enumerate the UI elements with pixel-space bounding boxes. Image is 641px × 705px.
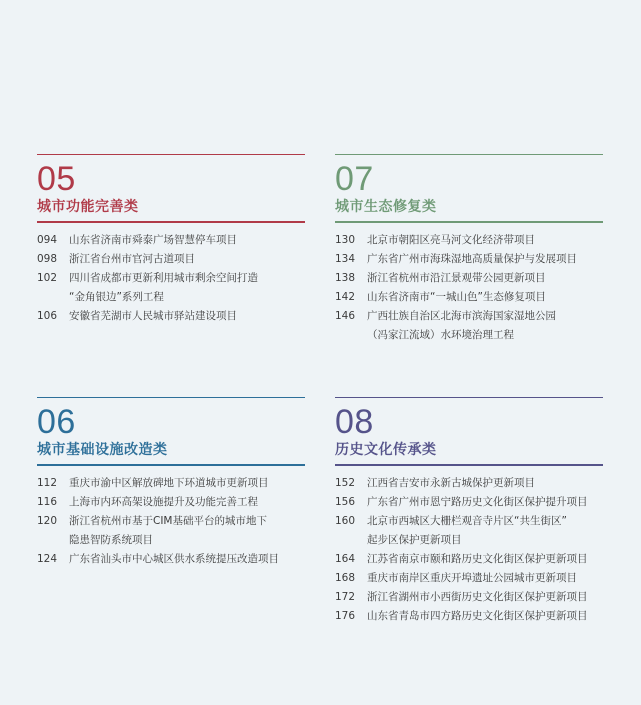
project-title (367, 288, 603, 307)
project-title-line: 山东省济南市舜泰广场智慧停车项目 (69, 234, 237, 246)
list-item (335, 474, 603, 493)
project-title-line: 山东省济南市“一城山色”生态修复项目 (367, 291, 546, 303)
list-item (37, 250, 305, 269)
section-number: 05 (37, 160, 76, 198)
project-title (69, 269, 305, 307)
list-item (335, 512, 603, 550)
section-top-rule (335, 397, 603, 398)
section-06 (37, 397, 305, 569)
project-title (69, 493, 305, 512)
page-number: 098 (37, 253, 58, 265)
list-item (335, 288, 603, 307)
page-number: 134 (335, 253, 356, 265)
section-number: 07 (335, 160, 374, 198)
section-top-rule (37, 154, 305, 155)
project-title (367, 474, 603, 493)
list-item (335, 493, 603, 512)
project-title-line: 江苏省南京市颐和路历史文化街区保护更新项目 (367, 553, 588, 565)
project-title-line: 广东省广州市恩宁路历史文化街区保护提升项目 (367, 496, 588, 508)
list-item (335, 550, 603, 569)
project-title-line: 北京市朝阳区亮马河文化经济带项目 (367, 234, 535, 246)
list-item (37, 474, 305, 493)
list-item (37, 269, 305, 307)
page-number: 112 (37, 477, 58, 489)
list-item (37, 493, 305, 512)
section-title: 历史文化传承类 (335, 442, 437, 458)
project-title (69, 512, 305, 550)
page-number: 152 (335, 477, 356, 489)
list-item (335, 231, 603, 250)
project-title-line: 浙江省杭州市基于CIM基础平台的城市地下 (69, 515, 267, 527)
page-number: 146 (335, 310, 356, 322)
section-top-rule (335, 154, 603, 155)
project-title (367, 550, 603, 569)
section-number: 08 (335, 403, 374, 441)
section-item-list (335, 474, 603, 626)
section-bottom-rule (335, 464, 603, 466)
project-title-line: 起步区保护更新项目 (367, 534, 462, 546)
section-item-list (37, 474, 305, 569)
project-title (69, 307, 305, 326)
project-title (367, 607, 603, 626)
project-title-line: 浙江省湖州市小西街历史文化街区保护更新项目 (367, 591, 588, 603)
page-number: 160 (335, 515, 356, 527)
list-item (335, 569, 603, 588)
project-title-line: 隐患智防系统项目 (69, 534, 153, 546)
section-item-list (335, 231, 603, 345)
project-title (367, 250, 603, 269)
project-title-line: 重庆市南岸区重庆开埠遗址公园城市更新项目 (367, 572, 577, 584)
project-title-line: 安徽省芜湖市人民城市驿站建设项目 (69, 310, 237, 322)
list-item (37, 307, 305, 326)
project-title-line: 北京市西城区大栅栏观音寺片区“共生街区” (367, 515, 567, 527)
section-07 (335, 154, 603, 345)
page-number: 094 (37, 234, 58, 246)
project-title (69, 250, 305, 269)
project-title-line: 广东省汕头市中心城区供水系统提压改造项目 (69, 553, 279, 565)
list-item (335, 588, 603, 607)
list-item (335, 607, 603, 626)
project-title (367, 307, 603, 345)
project-title-line: 重庆市渝中区解放碑地下环道城市更新项目 (69, 477, 269, 489)
project-title (69, 550, 305, 569)
project-title (367, 269, 603, 288)
project-title (367, 569, 603, 588)
project-title-line: 江西省吉安市永新古城保护更新项目 (367, 477, 535, 489)
list-item (335, 269, 603, 288)
section-title: 城市生态修复类 (335, 199, 437, 215)
section-title: 城市基础设施改造类 (37, 442, 168, 458)
page-number: 120 (37, 515, 58, 527)
project-title (367, 231, 603, 250)
page-number: 164 (335, 553, 356, 565)
page-number: 156 (335, 496, 356, 508)
project-title-line: 广西壮族自治区北海市滨海国家湿地公园 (367, 310, 556, 322)
section-top-rule (37, 397, 305, 398)
section-bottom-rule (37, 464, 305, 466)
section-08 (335, 397, 603, 626)
list-item (335, 307, 603, 345)
page-number: 138 (335, 272, 356, 284)
list-item (37, 512, 305, 550)
project-title-line: 浙江省杭州市沿江景观带公园更新项目 (367, 272, 546, 284)
project-title (367, 588, 603, 607)
section-item-list (37, 231, 305, 326)
page-number: 106 (37, 310, 58, 322)
list-item (335, 250, 603, 269)
project-title (367, 493, 603, 512)
page-number: 172 (335, 591, 356, 603)
project-title-line: 四川省成都市更新利用城市剩余空间打造 (69, 272, 258, 284)
project-title (69, 231, 305, 250)
page-number: 168 (335, 572, 356, 584)
page-number: 124 (37, 553, 58, 565)
section-bottom-rule (335, 221, 603, 223)
section-title: 城市功能完善类 (37, 199, 139, 215)
page-number: 116 (37, 496, 58, 508)
list-item (37, 550, 305, 569)
project-title-line: “金角银边”系列工程 (69, 291, 164, 303)
section-number: 06 (37, 403, 76, 441)
section-05 (37, 154, 305, 326)
page-number: 130 (335, 234, 356, 246)
project-title (69, 474, 305, 493)
page-number: 102 (37, 272, 58, 284)
page-number: 142 (335, 291, 356, 303)
project-title-line: 山东省青岛市四方路历史文化街区保护更新项目 (367, 610, 588, 622)
section-bottom-rule (37, 221, 305, 223)
project-title-line: （冯家江流域）水环境治理工程 (367, 329, 514, 341)
project-title-line: 浙江省台州市官河古道项目 (69, 253, 195, 265)
project-title-line: 上海市内环高架设施提升及功能完善工程 (69, 496, 258, 508)
list-item (37, 231, 305, 250)
page-number: 176 (335, 610, 356, 622)
project-title-line: 广东省广州市海珠湿地高质量保护与发展项目 (367, 253, 577, 265)
project-title (367, 512, 603, 550)
